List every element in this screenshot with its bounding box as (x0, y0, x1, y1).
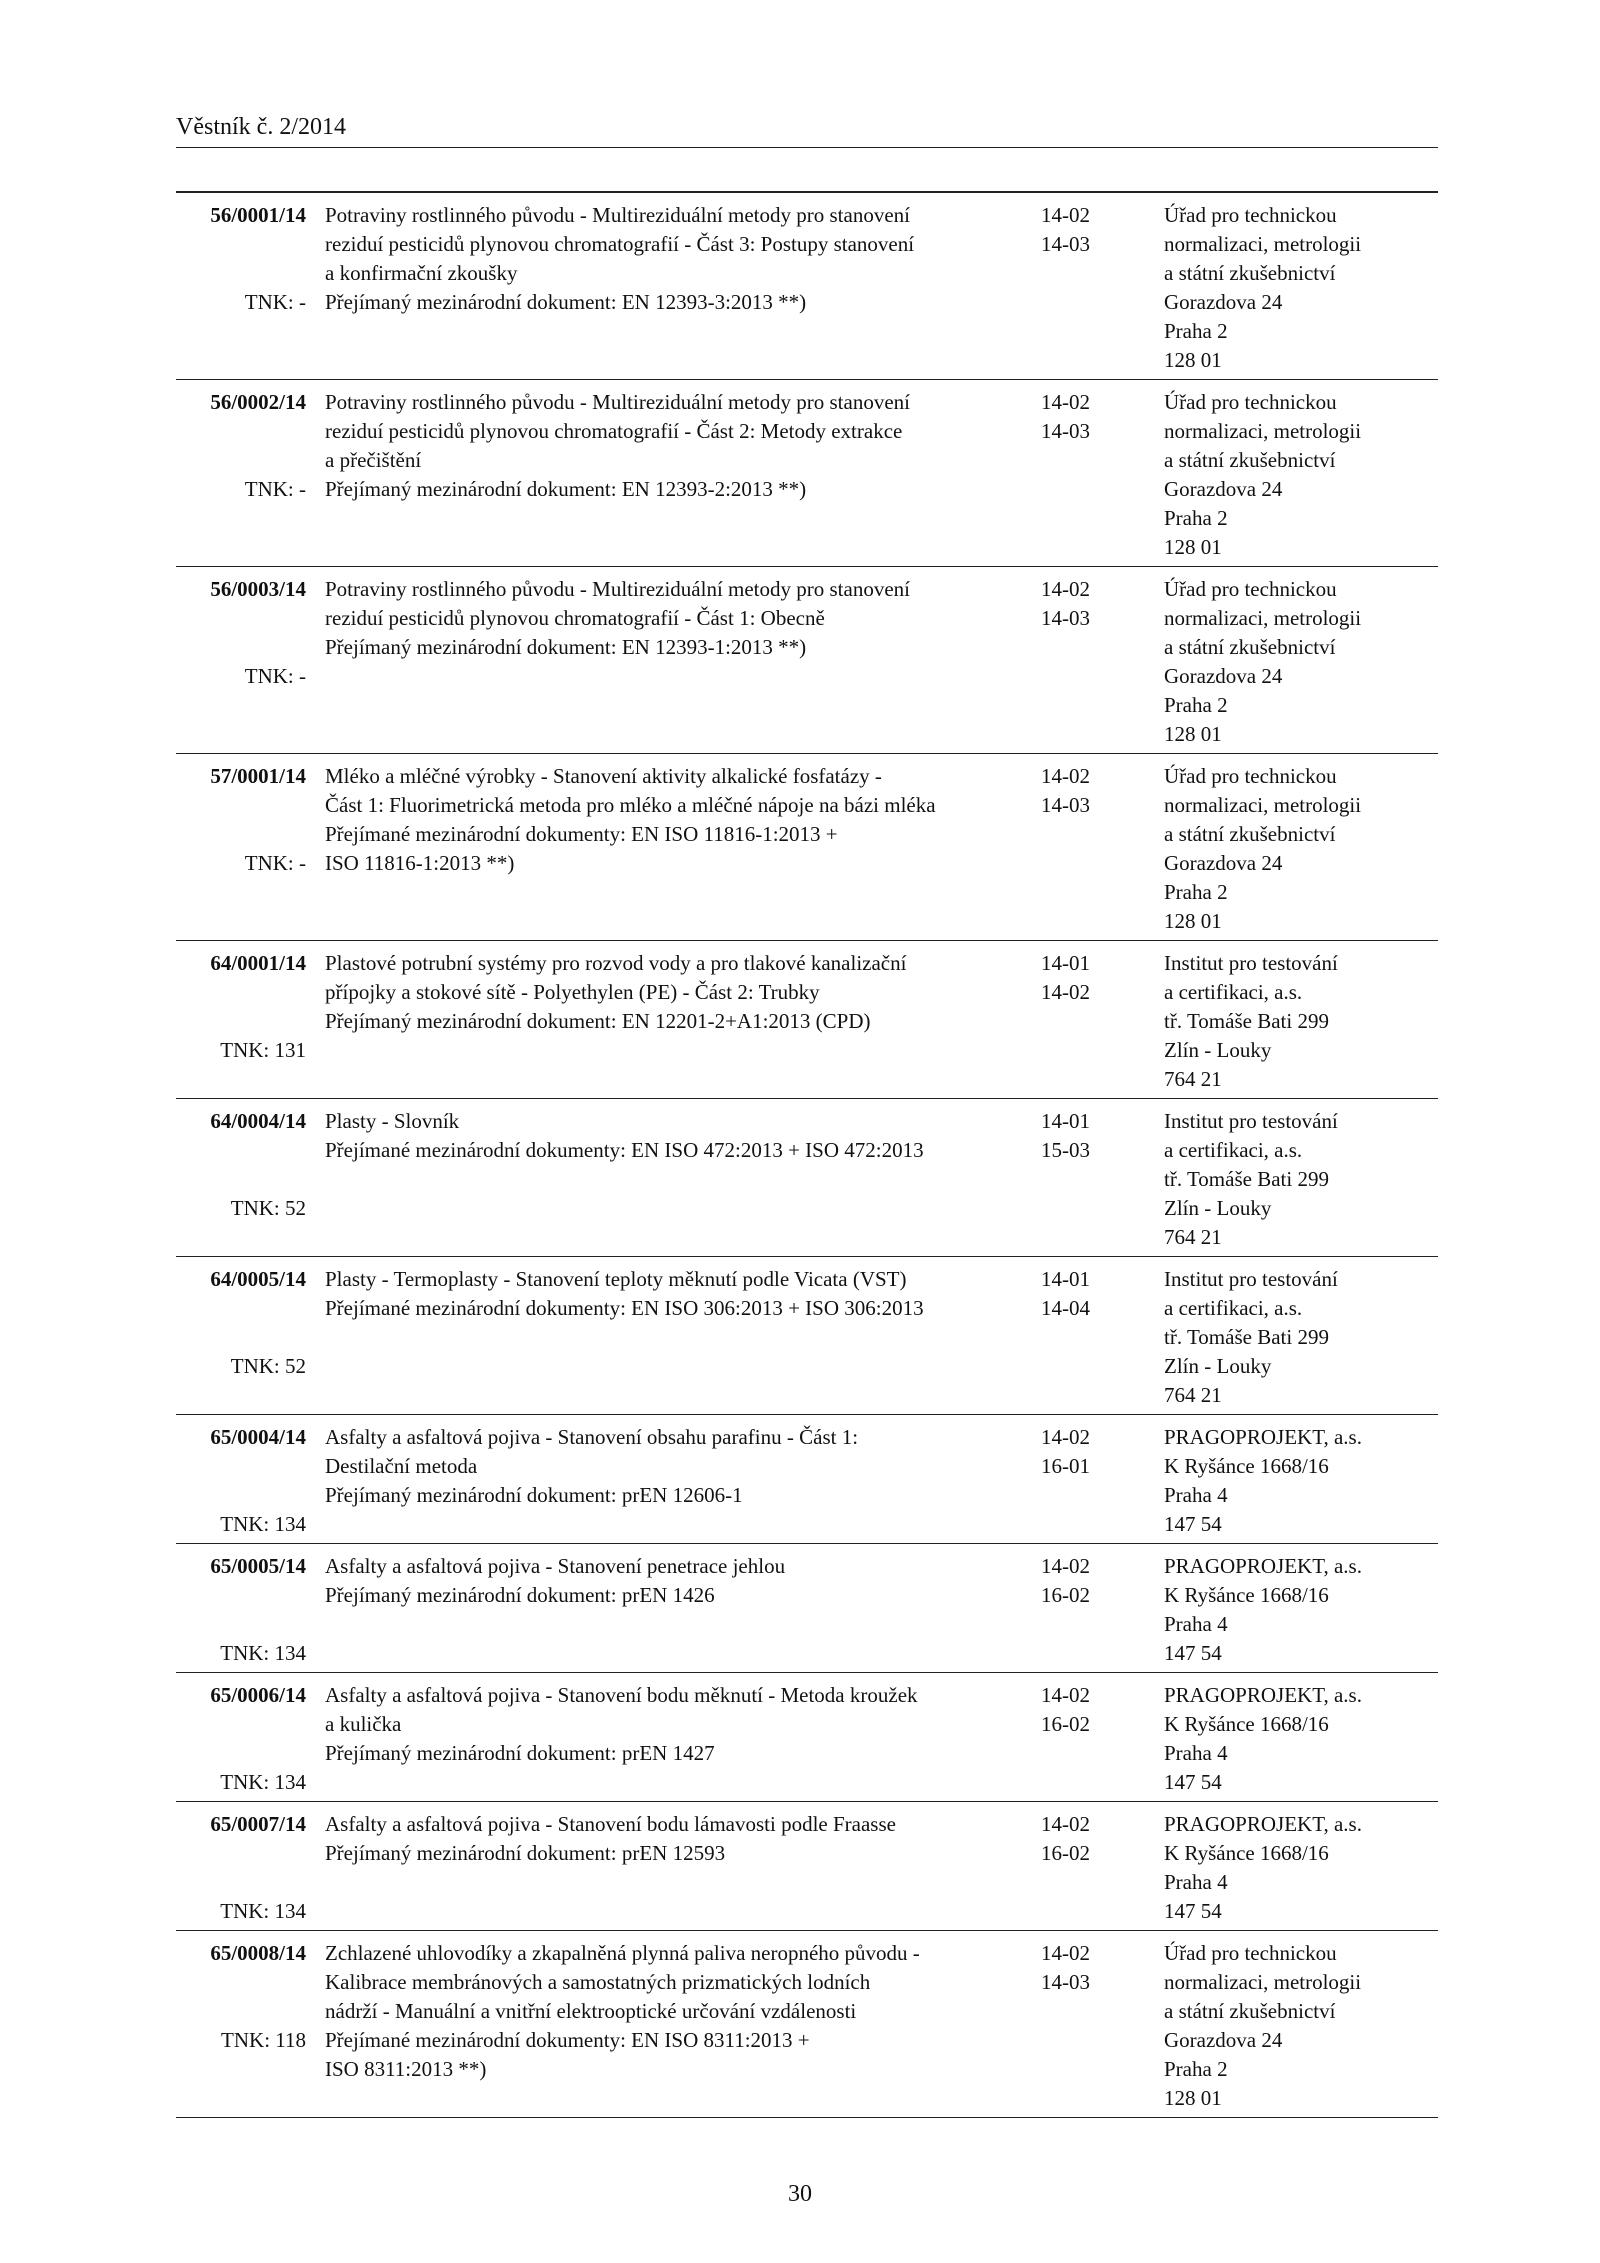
processor-address-cell (1164, 762, 1438, 936)
address-line: a státní zkušebnictví (1164, 1999, 1336, 2023)
entry-id-cell (176, 201, 306, 375)
tnk-label: TNK: 134 (220, 1899, 306, 1923)
table-row (176, 1415, 1438, 1544)
processor-address-cell (1164, 1423, 1438, 1539)
address-line: 128 01 (1164, 909, 1222, 933)
entry-title-cell (306, 388, 1036, 562)
table-row (176, 380, 1438, 567)
address-line: Zlín - Louky (1164, 1038, 1272, 1062)
table-row (176, 1931, 1438, 2118)
tnk-label: TNK: - (244, 851, 306, 875)
title-line: Asfalty a asfaltová pojiva - Stanovení bodu měknutí - Metoda kroužek (325, 1683, 918, 1707)
title-line: Přejímané mezinárodní dokumenty: EN ISO 306:2013 + ISO 306:2013 (325, 1296, 924, 1320)
title-line: nádrží - Manuální a vnitřní elektrooptické určování vzdálenosti (325, 1999, 857, 2023)
title-line: Přejímaný mezinárodní dokument: EN 12393-1:2013 **) (325, 635, 807, 659)
address-line: Praha 2 (1164, 2057, 1228, 2081)
entry-number: 65/0008/14 (210, 1941, 306, 1965)
address-line: 764 21 (1164, 1225, 1222, 1249)
tnk-label: TNK: 134 (220, 1770, 306, 1794)
entry-title-cell (306, 949, 1036, 1094)
date-code: 14-01 (1041, 1109, 1090, 1133)
title-line: reziduí pesticidů plynovou chromatografií - Část 3: Postupy stanovení (325, 232, 915, 256)
title-line: Plasty - Termoplasty - Stanovení teploty měknutí podle Vicata (VST) (325, 1267, 907, 1291)
table-row (176, 1544, 1438, 1673)
entry-number: 57/0001/14 (210, 764, 306, 788)
entry-number: 65/0005/14 (210, 1554, 306, 1578)
address-line: Úřad pro technickou (1164, 1941, 1337, 1965)
date-code: 14-02 (1041, 1554, 1090, 1578)
title-line: Kalibrace membránových a samostatných prizmatických lodních (325, 1970, 871, 1994)
entry-id-cell (176, 575, 306, 749)
date-code: 16-02 (1041, 1841, 1090, 1865)
address-line: PRAGOPROJEKT, a.s. (1164, 1683, 1362, 1707)
address-line: a státní zkušebnictví (1164, 261, 1336, 285)
entry-title-cell (306, 1107, 1036, 1252)
title-line: ISO 8311:2013 **) (325, 2057, 487, 2081)
table-row (176, 1099, 1438, 1257)
title-line: Destilační metoda (325, 1454, 478, 1478)
date-code: 14-03 (1041, 606, 1090, 630)
processor-address-cell (1164, 575, 1438, 749)
title-line: Asfalty a asfaltová pojiva - Stanovení penetrace jehlou (325, 1554, 786, 1578)
date-code: 14-02 (1041, 1941, 1090, 1965)
address-line: a certifikaci, a.s. (1164, 980, 1303, 1004)
dates-cell (1036, 1681, 1164, 1797)
date-code: 16-02 (1041, 1712, 1090, 1736)
tnk-label: TNK: 52 (230, 1196, 306, 1220)
address-line: Institut pro testování (1164, 1109, 1338, 1133)
address-line: Gorazdova 24 (1164, 290, 1283, 314)
page-header (176, 113, 1438, 148)
processor-address-cell (1164, 1681, 1438, 1797)
table-row (176, 1257, 1438, 1415)
title-line: ISO 11816-1:2013 **) (325, 851, 515, 875)
address-line: tř. Tomáše Bati 299 (1164, 1009, 1329, 1033)
address-line: Praha 2 (1164, 880, 1228, 904)
title-line: a kulička (325, 1712, 402, 1736)
address-line: a státní zkušebnictví (1164, 635, 1336, 659)
tnk-label: TNK: 134 (220, 1512, 306, 1536)
dates-cell (1036, 1810, 1164, 1926)
title-line: přípojky a stokové sítě - Polyethylen (PE) - Část 2: Trubky (325, 980, 820, 1004)
tnk-label: TNK: - (244, 477, 306, 501)
address-line: Gorazdova 24 (1164, 851, 1283, 875)
standards-table (176, 191, 1438, 2118)
date-code: 14-03 (1041, 793, 1090, 817)
title-line: Přejímaný mezinárodní dokument: EN 12393-2:2013 **) (325, 477, 807, 501)
address-line: Praha 4 (1164, 1741, 1228, 1765)
entry-id-cell (176, 1107, 306, 1252)
tnk-label: TNK: 118 (221, 2028, 306, 2052)
dates-cell (1036, 949, 1164, 1094)
address-line: Praha 2 (1164, 319, 1228, 343)
entry-title-cell (306, 1939, 1036, 2113)
entry-number: 56/0002/14 (210, 390, 306, 414)
address-line: 764 21 (1164, 1067, 1222, 1091)
title-line: Část 1: Fluorimetrická metoda pro mléko a mléčné nápoje na bázi mléka (325, 793, 936, 817)
address-line: Praha 2 (1164, 693, 1228, 717)
address-line: 128 01 (1164, 348, 1222, 372)
title-line: a přečištění (325, 448, 422, 472)
title-line: Potraviny rostlinného původu - Multireziduální metody pro stanovení (325, 390, 910, 414)
address-line: tř. Tomáše Bati 299 (1164, 1167, 1329, 1191)
address-line: normalizaci, metrologii (1164, 1970, 1362, 1994)
address-line: normalizaci, metrologii (1164, 232, 1362, 256)
dates-cell (1036, 1265, 1164, 1410)
entry-id-cell (176, 1552, 306, 1668)
address-line: Gorazdova 24 (1164, 664, 1283, 688)
address-line: PRAGOPROJEKT, a.s. (1164, 1812, 1362, 1836)
entry-number: 65/0004/14 (210, 1425, 306, 1449)
address-line: 147 54 (1164, 1512, 1222, 1536)
address-line: 128 01 (1164, 2086, 1222, 2110)
title-line: reziduí pesticidů plynovou chromatografií - Část 2: Metody extrakce (325, 419, 903, 443)
dates-cell (1036, 201, 1164, 375)
title-line: Potraviny rostlinného původu - Multireziduální metody pro stanovení (325, 203, 910, 227)
entry-number: 56/0001/14 (210, 203, 306, 227)
dates-cell (1036, 575, 1164, 749)
address-line: a certifikaci, a.s. (1164, 1296, 1303, 1320)
processor-address-cell (1164, 1107, 1438, 1252)
entry-id-cell (176, 1681, 306, 1797)
entry-number: 56/0003/14 (210, 577, 306, 601)
title-line: Zchlazené uhlovodíky a zkapalněná plynná paliva neropného původu - (325, 1941, 920, 1965)
address-line: a státní zkušebnictví (1164, 448, 1336, 472)
title-line: Přejímaný mezinárodní dokument: prEN 12606-1 (325, 1483, 743, 1507)
processor-address-cell (1164, 388, 1438, 562)
title-line: Mléko a mléčné výrobky - Stanovení aktivity alkalické fosfatázy - (325, 764, 882, 788)
address-line: 764 21 (1164, 1383, 1222, 1407)
entry-id-cell (176, 1939, 306, 2113)
processor-address-cell (1164, 949, 1438, 1094)
date-code: 15-03 (1041, 1138, 1090, 1162)
address-line: K Ryšánce 1668/16 (1164, 1454, 1329, 1478)
address-line: 128 01 (1164, 722, 1222, 746)
address-line: PRAGOPROJEKT, a.s. (1164, 1554, 1362, 1578)
title-line: Asfalty a asfaltová pojiva - Stanovení bodu lámavosti podle Fraasse (325, 1812, 896, 1836)
tnk-label: TNK: 131 (220, 1038, 306, 1062)
dates-cell (1036, 388, 1164, 562)
entry-id-cell (176, 388, 306, 562)
entry-title-cell (306, 1423, 1036, 1539)
dates-cell (1036, 762, 1164, 936)
address-line: 147 54 (1164, 1899, 1222, 1923)
address-line: PRAGOPROJEKT, a.s. (1164, 1425, 1362, 1449)
date-code: 14-02 (1041, 203, 1090, 227)
date-code: 14-02 (1041, 764, 1090, 788)
processor-address-cell (1164, 1939, 1438, 2113)
table-row (176, 1673, 1438, 1802)
address-line: Úřad pro technickou (1164, 203, 1337, 227)
address-line: 128 01 (1164, 535, 1222, 559)
title-line: Plastové potrubní systémy pro rozvod vody a pro tlakové kanalizační (325, 951, 907, 975)
processor-address-cell (1164, 1552, 1438, 1668)
date-code: 14-01 (1041, 1267, 1090, 1291)
date-code: 14-04 (1041, 1296, 1090, 1320)
address-line: tř. Tomáše Bati 299 (1164, 1325, 1329, 1349)
processor-address-cell (1164, 1265, 1438, 1410)
address-line: K Ryšánce 1668/16 (1164, 1841, 1329, 1865)
address-line: Gorazdova 24 (1164, 2028, 1283, 2052)
tnk-label: TNK: 134 (220, 1641, 306, 1665)
address-line: Úřad pro technickou (1164, 764, 1337, 788)
address-line: Praha 2 (1164, 506, 1228, 530)
entry-number: 64/0005/14 (210, 1267, 306, 1291)
entry-id-cell (176, 1265, 306, 1410)
address-line: normalizaci, metrologii (1164, 419, 1362, 443)
title-line: Přejímané mezinárodní dokumenty: EN ISO 472:2013 + ISO 472:2013 (325, 1138, 924, 1162)
table-row (176, 1802, 1438, 1931)
entry-title-cell (306, 1265, 1036, 1410)
title-line: Přejímaný mezinárodní dokument: prEN 1427 (325, 1741, 715, 1765)
title-line: Potraviny rostlinného původu - Multireziduální metody pro stanovení (325, 577, 910, 601)
dates-cell (1036, 1552, 1164, 1668)
address-line: K Ryšánce 1668/16 (1164, 1583, 1329, 1607)
header-title: Věstník č. 2/2014 (176, 114, 346, 140)
address-line: Praha 4 (1164, 1612, 1228, 1636)
entry-id-cell (176, 949, 306, 1094)
address-line: normalizaci, metrologii (1164, 606, 1362, 630)
page-number: 30 (788, 2181, 812, 2207)
entry-title-cell (306, 762, 1036, 936)
address-line: a státní zkušebnictví (1164, 822, 1336, 846)
entry-id-cell (176, 1810, 306, 1926)
entry-number: 64/0004/14 (210, 1109, 306, 1133)
title-line: Přejímaný mezinárodní dokument: EN 12201-2+A1:2013 (CPD) (325, 1009, 871, 1033)
date-code: 14-02 (1041, 390, 1090, 414)
entry-title-cell (306, 1810, 1036, 1926)
dates-cell (1036, 1939, 1164, 2113)
address-line: K Ryšánce 1668/16 (1164, 1712, 1329, 1736)
title-line: Plasty - Slovník (325, 1109, 460, 1133)
address-line: Zlín - Louky (1164, 1196, 1272, 1220)
title-line: a konfirmační zkoušky (325, 261, 518, 285)
dates-cell (1036, 1107, 1164, 1252)
address-line: Institut pro testování (1164, 951, 1338, 975)
title-line: Přejímaný mezinárodní dokument: prEN 12593 (325, 1841, 726, 1865)
date-code: 14-03 (1041, 1970, 1090, 1994)
entry-title-cell (306, 1681, 1036, 1797)
address-line: Zlín - Louky (1164, 1354, 1272, 1378)
entry-title-cell (306, 1552, 1036, 1668)
entry-title-cell (306, 201, 1036, 375)
tnk-label: TNK: - (244, 290, 306, 314)
date-code: 14-02 (1041, 1425, 1090, 1449)
tnk-label: TNK: - (244, 664, 306, 688)
address-line: a certifikaci, a.s. (1164, 1138, 1303, 1162)
date-code: 14-01 (1041, 951, 1090, 975)
date-code: 14-02 (1041, 1683, 1090, 1707)
entry-id-cell (176, 1423, 306, 1539)
address-line: 147 54 (1164, 1641, 1222, 1665)
address-line: Úřad pro technickou (1164, 390, 1337, 414)
date-code: 14-02 (1041, 980, 1090, 1004)
date-code: 14-02 (1041, 1812, 1090, 1836)
processor-address-cell (1164, 201, 1438, 375)
address-line: Úřad pro technickou (1164, 577, 1337, 601)
date-code: 14-03 (1041, 232, 1090, 256)
title-line: Asfalty a asfaltová pojiva - Stanovení obsahu parafinu - Část 1: (325, 1425, 859, 1449)
table-row (176, 754, 1438, 941)
date-code: 16-01 (1041, 1454, 1090, 1478)
date-code: 14-03 (1041, 419, 1090, 443)
address-line: Gorazdova 24 (1164, 477, 1283, 501)
processor-address-cell (1164, 1810, 1438, 1926)
title-line: Přejímané mezinárodní dokumenty: EN ISO 8311:2013 + (325, 2028, 810, 2052)
title-line: reziduí pesticidů plynovou chromatografií - Část 1: Obecně (325, 606, 825, 630)
table-row (176, 567, 1438, 754)
entry-number: 65/0006/14 (210, 1683, 306, 1707)
tnk-label: TNK: 52 (230, 1354, 306, 1378)
address-line: Praha 4 (1164, 1870, 1228, 1894)
address-line: normalizaci, metrologii (1164, 793, 1362, 817)
title-line: Přejímaný mezinárodní dokument: EN 12393-3:2013 **) (325, 290, 807, 314)
dates-cell (1036, 1423, 1164, 1539)
table-row (176, 941, 1438, 1099)
entry-number: 65/0007/14 (210, 1812, 306, 1836)
entry-id-cell (176, 762, 306, 936)
date-code: 14-02 (1041, 577, 1090, 601)
title-line: Přejímaný mezinárodní dokument: prEN 1426 (325, 1583, 715, 1607)
address-line: Praha 4 (1164, 1483, 1228, 1507)
address-line: Institut pro testování (1164, 1267, 1338, 1291)
date-code: 16-02 (1041, 1583, 1090, 1607)
entry-number: 64/0001/14 (210, 951, 306, 975)
address-line: 147 54 (1164, 1770, 1222, 1794)
table-row (176, 193, 1438, 380)
title-line: Přejímané mezinárodní dokumenty: EN ISO 11816-1:2013 + (325, 822, 838, 846)
entry-title-cell (306, 575, 1036, 749)
